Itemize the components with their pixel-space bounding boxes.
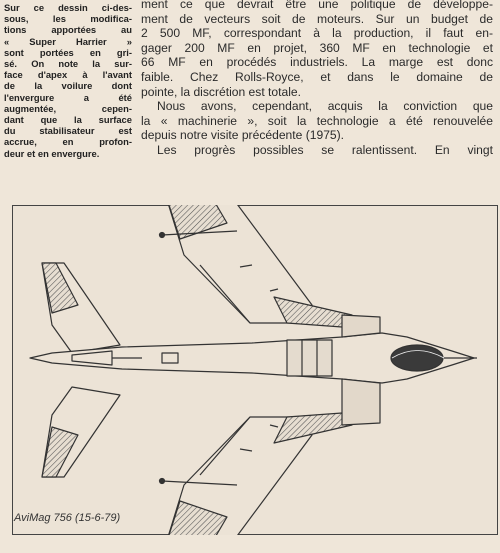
source-credit: AviMag 756 (15-6-79) [14,512,121,524]
article-line: pointe, la discrétion est totale. [141,84,302,99]
article-line: la « machinerie », soit la technologie a été renouvelée [141,113,493,128]
caption-line: de la voilure dont [4,80,132,92]
article-line: ment de vecteurs soit de moteurs. Sur un budget de [141,11,493,26]
aircraft-drawing-panel [12,205,498,535]
caption-line: sont portées en gri- [4,46,132,58]
caption-line: face d'apex à l'avant [4,69,132,81]
article-line: Les progrès possibles se ralentissent. En vingt [157,142,493,157]
article-line: 2 500 MF, correspondant à la production, il faut en- [141,26,493,41]
article-line: Nous avons, cependant, acquis la conviction que [157,99,493,114]
caption-line: Sur ce dessin ci-des- [4,2,132,13]
caption-line: « Super Harrier » [4,35,132,47]
caption-line: augmentée, cepen- [4,102,132,114]
caption-line: l'envergure a été [4,91,132,103]
caption-line: sé. On note la sur- [4,58,132,70]
article-line: gager 200 MF en projet, 360 MF en technologie et [141,40,493,55]
figure-caption [4,2,132,159]
article-text [141,0,493,158]
caption-line: tions apportées au [4,24,132,36]
caption-line: deur et en envergure. [4,147,100,159]
caption-line: sous, les modifica- [4,13,132,25]
caption-line: dant que la surface [4,114,132,126]
article-line: ment ce que devrait être une politique de développe- [141,0,493,11]
super-harrier-planform-drawing [12,205,498,535]
article-line: depuis notre visite précédente (1975). [141,128,345,143]
article-line: 66 MF en procédés industriels. La marge est donc [141,55,493,70]
caption-line: accrue, en profon- [4,136,132,148]
article-line: faible. Chez Rolls-Royce, et dans le domaine de [141,69,493,84]
caption-line: du stabilisateur est [4,125,132,137]
